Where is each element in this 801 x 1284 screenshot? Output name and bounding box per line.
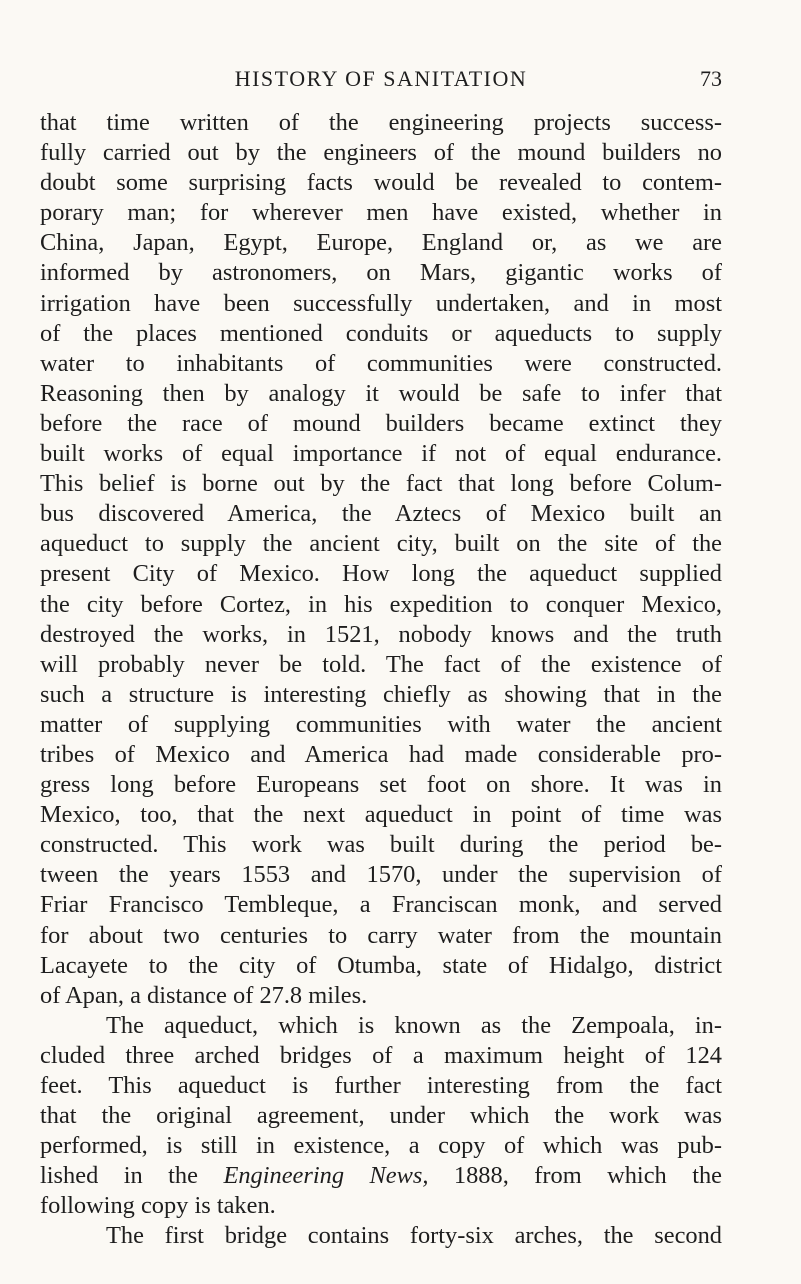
paragraph-end-line: of Apan, a distance of 27.8 miles. (40, 981, 368, 1009)
text-line: fully carried out by the engineers of the mound builders no (40, 139, 722, 167)
text-line: for about two centuries to carry water from the mountain (40, 921, 722, 949)
paragraph-end-line: following copy is taken. (40, 1192, 276, 1220)
text-line: China, Japan, Egypt, Europe, England or, as we are (40, 229, 722, 257)
text-line: bus discovered America, the Aztecs of Mexico built an (40, 500, 722, 528)
text-line-with-citation (40, 1161, 722, 1191)
text-line: that the original agreement, under which the work was (40, 1102, 722, 1130)
text-line: informed by astronomers, on Mars, gigantic works of (40, 259, 722, 287)
body-text (40, 108, 722, 1252)
text-line: Lacayete to the city of Otumba, state of Hidalgo, district (40, 951, 722, 979)
text-line: present City of Mexico. How long the aqueduct supplied (40, 560, 722, 588)
text-line: will probably never be told. The fact of the existence of (40, 650, 722, 678)
line-text-after: 1888, from which the (453, 1162, 722, 1190)
text-line: water to inhabitants of communities were constructed. (40, 349, 722, 377)
text-line: Friar Francisco Tembleque, a Franciscan monk, and served (40, 891, 722, 919)
text-line: irrigation have been successfully undertaken, and in most (40, 289, 722, 317)
text-line: performed, is still in existence, a copy of which was pub- (40, 1132, 722, 1160)
text-line: aqueduct to supply the ancient city, built on the site of the (40, 530, 722, 558)
italic-publication-title: Engineering News, (223, 1162, 429, 1190)
text-line: of the places mentioned conduits or aqueducts to supply (40, 319, 722, 347)
text-line: Reasoning then by analogy it would be safe to infer that (40, 379, 722, 407)
paragraph-start-line: The aqueduct, which is known as the Zempoala, in- (106, 1011, 722, 1039)
text-line: constructed. This work was built during the period be- (40, 831, 722, 859)
text-line: built works of equal importance if not of equal endurance. (40, 440, 722, 468)
paragraph-start-line: The first bridge contains forty-six arches, the second (106, 1222, 722, 1250)
text-line: gress long before Europeans set foot on shore. It was in (40, 771, 722, 799)
line-text-before: lished in the (40, 1162, 198, 1190)
page-number: 73 (700, 66, 722, 91)
text-line: cluded three arched bridges of a maximum height of 124 (40, 1041, 722, 1069)
text-line: destroyed the works, in 1521, nobody knows and the truth (40, 620, 722, 648)
text-line: before the race of mound builders became extinct they (40, 409, 722, 437)
text-line: tween the years 1553 and 1570, under the supervision of (40, 861, 722, 889)
text-line: Mexico, too, that the next aqueduct in point of time was (40, 801, 722, 829)
text-line: the city before Cortez, in his expedition to conquer Mexico, (40, 590, 722, 618)
text-line: feet. This aqueduct is further interesting from the fact (40, 1072, 722, 1099)
running-head (40, 64, 722, 94)
text-line: that time written of the engineering projects success- (40, 109, 722, 136)
text-line: tribes of Mexico and America had made considerable pro- (40, 740, 722, 768)
text-line: matter of supplying communities with water the ancient (40, 710, 722, 738)
text-line: such a structure is interesting chiefly as showing that in the (40, 680, 722, 708)
text-line: doubt some surprising facts would be revealed to contem- (40, 169, 722, 197)
text-line: porary man; for wherever men have existed, whether in (40, 199, 722, 227)
running-title: HISTORY OF SANITATION (234, 66, 528, 91)
text-line: This belief is borne out by the fact that long before Colum- (40, 470, 722, 498)
